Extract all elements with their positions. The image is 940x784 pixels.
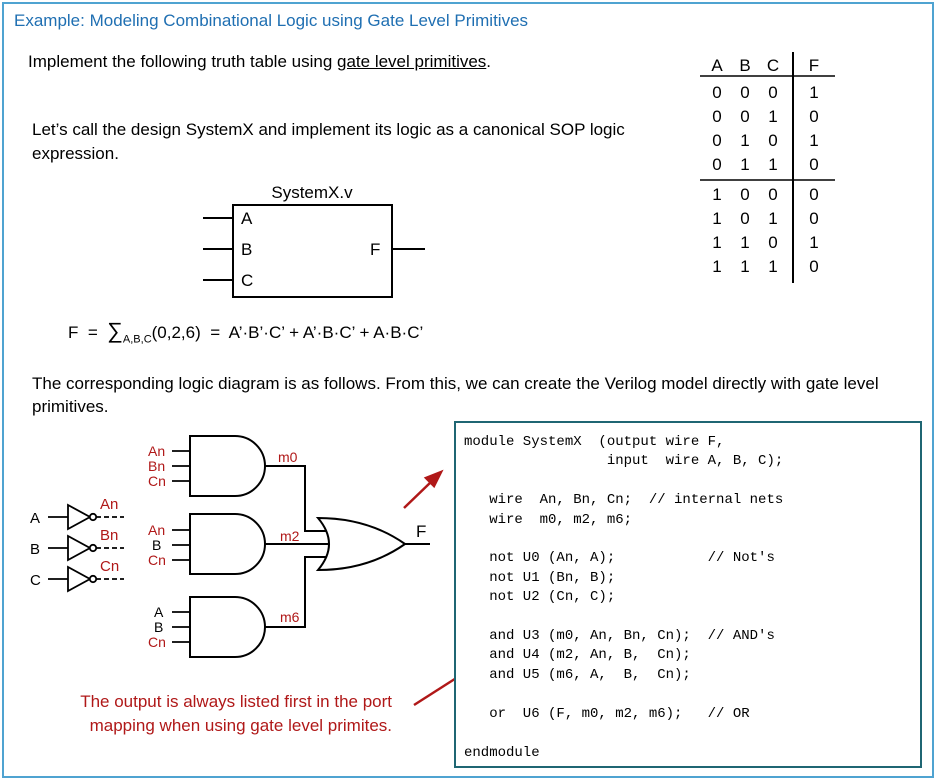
truth-table-cell: 0 bbox=[768, 131, 778, 150]
systemx-box bbox=[233, 205, 392, 297]
minterm-label-m6: m6 bbox=[280, 609, 300, 625]
truth-table-cell: 1 bbox=[712, 257, 722, 276]
truth-table-cell: 1 bbox=[740, 233, 750, 252]
not-gate-u0 bbox=[68, 505, 90, 529]
truth-table-cell: 0 bbox=[712, 131, 722, 150]
truth-table-cell: 0 bbox=[809, 209, 819, 228]
truth-table-cell: 1 bbox=[712, 233, 722, 252]
truth-table-cell: 1 bbox=[712, 185, 722, 204]
and-gates bbox=[190, 436, 265, 657]
intro-underlined-term: gate level primitives bbox=[337, 52, 487, 71]
truth-table-cell: 0 bbox=[809, 185, 819, 204]
design-description: Let’s call the design SystemX and implement its logic as a canonical SOP logic expression. bbox=[32, 120, 625, 163]
block-input-c-label: C bbox=[241, 271, 254, 290]
and-gate-u5 bbox=[190, 597, 265, 657]
and-gate-u3 bbox=[190, 436, 265, 496]
and-u5-input: B bbox=[154, 619, 164, 635]
truth-table-cell: 0 bbox=[712, 155, 722, 174]
and-input-wires bbox=[172, 451, 190, 642]
and-u5-input: A bbox=[154, 604, 164, 620]
minterm-wires bbox=[265, 466, 337, 627]
minterm-label-m2: m2 bbox=[280, 528, 300, 544]
truth-table-cell: 0 bbox=[809, 257, 819, 276]
verilog-code-box bbox=[454, 421, 922, 768]
truth-table-cell: 1 bbox=[809, 233, 819, 252]
and-u3-input: An bbox=[148, 443, 166, 459]
equation-rhs: = A’·B’·C’ + A’·B·C’ + A·B·C’ bbox=[200, 323, 424, 342]
block-input-b-label: B bbox=[241, 240, 253, 259]
inverter-bubble bbox=[90, 576, 96, 582]
truth-table bbox=[700, 52, 835, 283]
arrow-to-code-top bbox=[404, 481, 432, 508]
port-mapping-note: The output is always listed first in the port mapping when using gate level primites. bbox=[80, 692, 392, 735]
truth-table-cell: 1 bbox=[768, 107, 778, 126]
intro-before: Implement the following truth table using bbox=[28, 52, 338, 71]
slide-title: Example: Modeling Combinational Logic using Gate Level Primitives bbox=[14, 11, 529, 30]
and-u3-input: Cn bbox=[148, 473, 166, 489]
not-gate-u1 bbox=[68, 536, 90, 560]
truth-table-cell: 1 bbox=[809, 83, 819, 102]
not-output-bn: Bn bbox=[100, 527, 119, 544]
equation-lhs: F = bbox=[68, 323, 108, 342]
truth-table-cell: 1 bbox=[768, 209, 778, 228]
inverter-bubble bbox=[90, 514, 96, 520]
truth-table-header: A bbox=[711, 56, 723, 75]
truth-table-cell: 0 bbox=[809, 107, 819, 126]
sigma-subscript: A,B,C bbox=[122, 333, 152, 346]
truth-table-cell: 1 bbox=[809, 131, 819, 150]
truth-table-cell: 1 bbox=[740, 131, 750, 150]
truth-table-cell: 0 bbox=[740, 209, 750, 228]
truth-table-cell: 0 bbox=[809, 155, 819, 174]
not-output-cn: Cn bbox=[100, 558, 120, 575]
minterm-label-m0: m0 bbox=[278, 449, 298, 465]
or-output-label: F bbox=[416, 522, 427, 541]
equation-minterms: (0,2,6) bbox=[151, 323, 201, 342]
and-u4-input: B bbox=[152, 537, 162, 553]
systemx-block bbox=[203, 183, 425, 297]
and-u4-input: Cn bbox=[148, 552, 166, 568]
block-input-a-label: A bbox=[241, 209, 253, 228]
truth-table-cell: 0 bbox=[768, 233, 778, 252]
truth-table-cell: 0 bbox=[740, 83, 750, 102]
truth-table-cell: 1 bbox=[712, 209, 722, 228]
intro-after: . bbox=[486, 52, 492, 71]
truth-table-header: F bbox=[808, 56, 820, 75]
and-u4-input: An bbox=[148, 522, 166, 538]
truth-table-cell: 0 bbox=[740, 185, 750, 204]
block-output-label: F bbox=[370, 240, 381, 259]
truth-table-cell: 1 bbox=[768, 257, 778, 276]
truth-table-cell: 0 bbox=[768, 185, 778, 204]
truth-table-cell: 1 bbox=[768, 155, 778, 174]
truth-table-header: B bbox=[739, 56, 751, 75]
not-gate-u2 bbox=[68, 567, 90, 591]
and-u5-input: Cn bbox=[148, 634, 166, 650]
not-input-a: A bbox=[30, 510, 41, 527]
not-gates bbox=[48, 505, 124, 591]
not-input-c: C bbox=[30, 572, 41, 589]
truth-table-cell: 0 bbox=[740, 107, 750, 126]
truth-table-cell: 1 bbox=[740, 155, 750, 174]
sigma-symbol: ∑ bbox=[107, 318, 123, 343]
truth-table-cell: 0 bbox=[712, 107, 722, 126]
truth-table-header: C bbox=[766, 56, 780, 75]
truth-table-cell: 0 bbox=[768, 83, 778, 102]
and-u3-input: Bn bbox=[148, 458, 166, 474]
verilog-code: module SystemX (output wire F, input wire A, B, C); wire An, Bn, Cn; // internal nets wire m0, m2, m6; not U0 (An, A); // Not's not U1 (Bn, B); not U2 (Cn, C); and U3 (m0, An, Bn, Cn); // AND's and U4 (m2, An, B, Cn); and U5 (m6, A, B, Cn); or U6 (F, m0, m2, m6); // OR endmodule bbox=[464, 434, 784, 761]
diagram-description: The corresponding logic diagram is as follows. From this, we can create the Verilog model directly with gate level primitives. bbox=[32, 374, 879, 416]
inverter-bubble bbox=[90, 545, 96, 551]
not-input-b: B bbox=[30, 541, 41, 558]
truth-table-cell: 1 bbox=[740, 257, 750, 276]
systemx-name: SystemX.v bbox=[271, 183, 353, 202]
and-gate-u4 bbox=[190, 514, 265, 574]
or-gate-u6 bbox=[318, 518, 405, 570]
truth-table-cell: 0 bbox=[712, 83, 722, 102]
not-output-an: An bbox=[100, 496, 119, 513]
